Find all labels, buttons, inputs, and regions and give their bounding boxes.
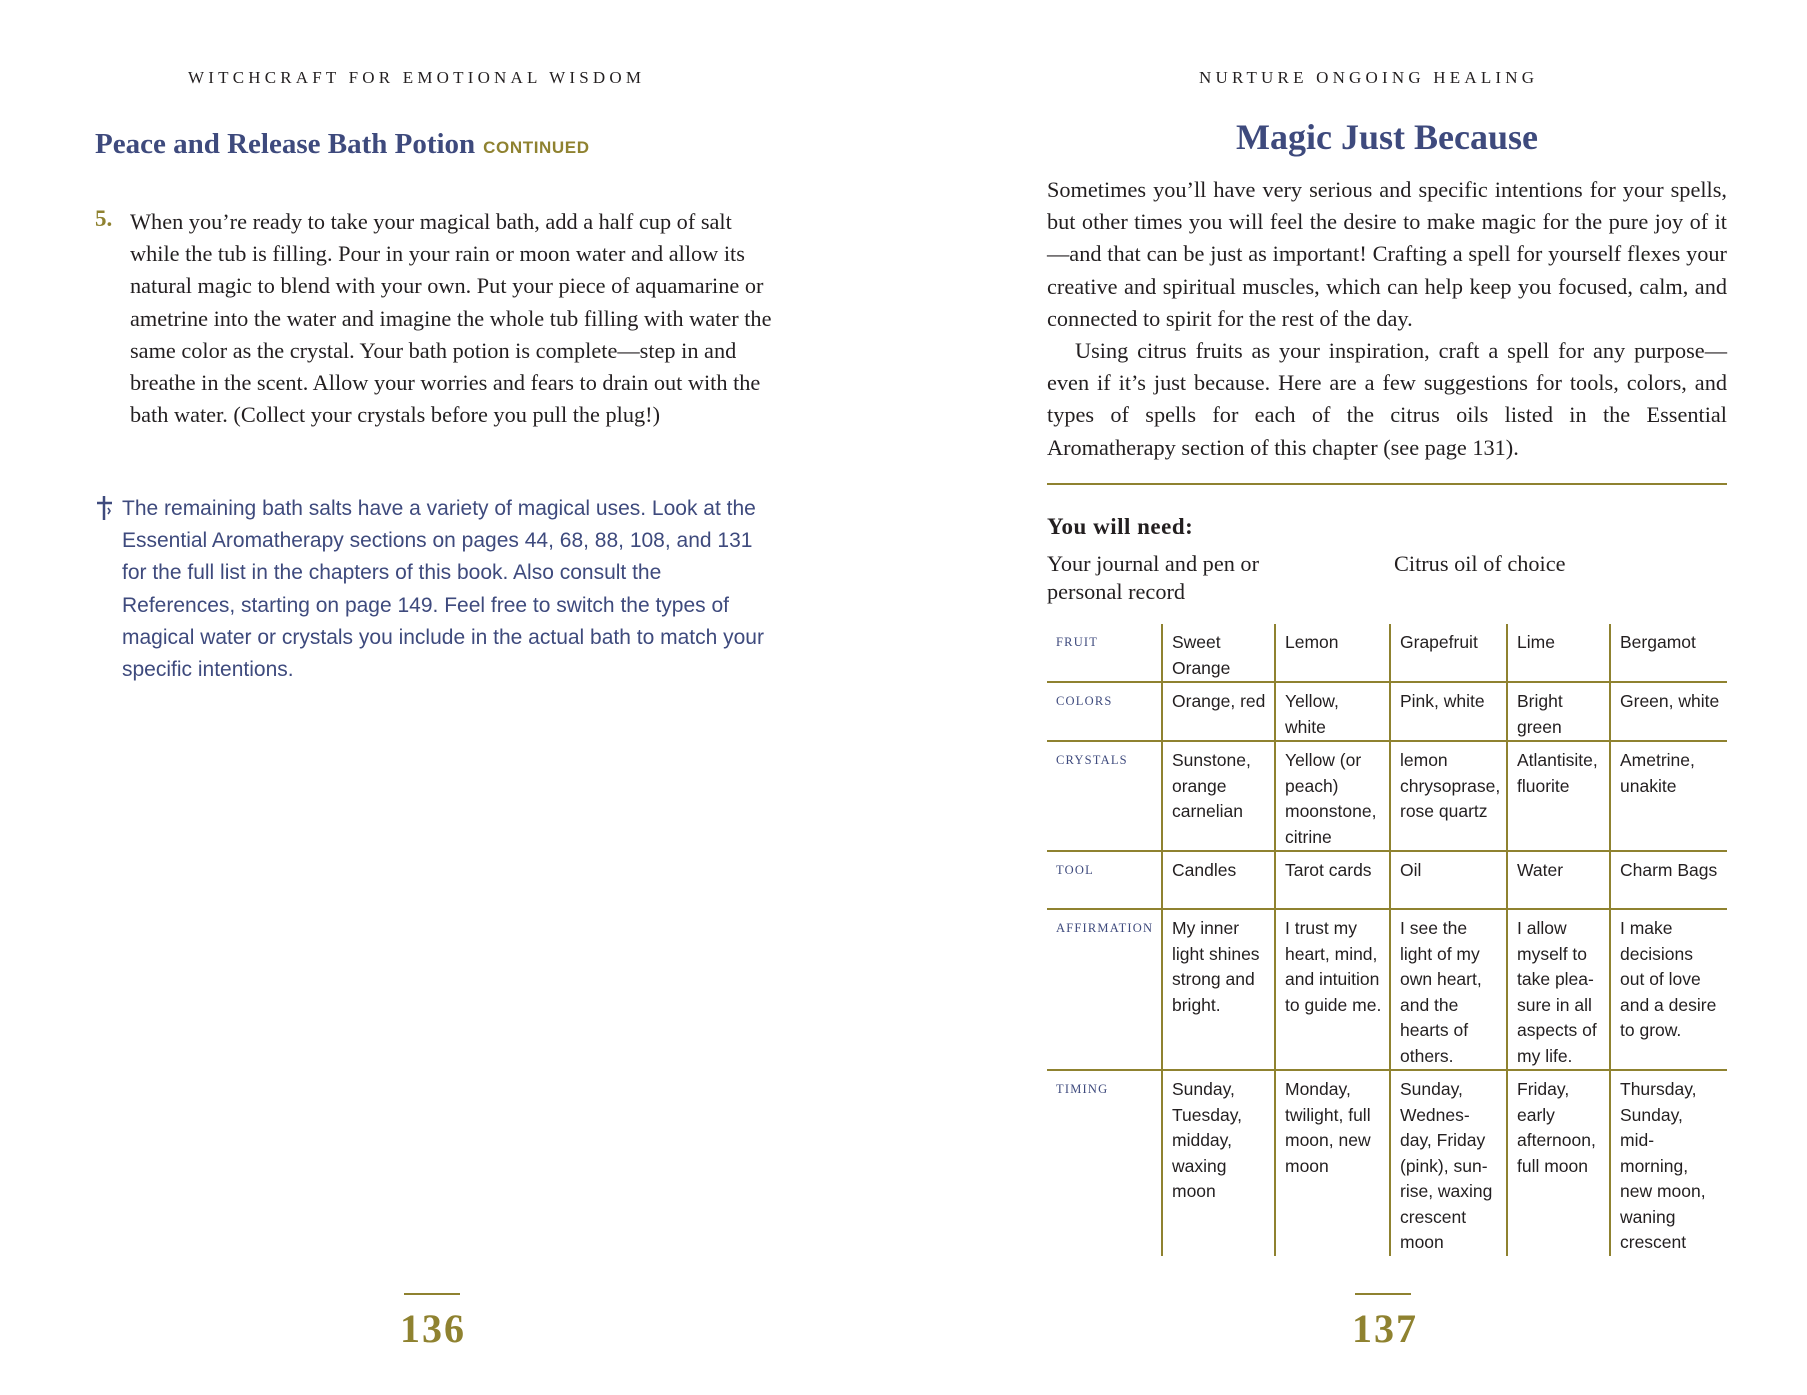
table-row — [1047, 909, 1727, 1070]
table-cell: My inner light shines strong and bright. — [1162, 909, 1275, 1070]
table-cell: Tarot cards — [1275, 851, 1390, 909]
section-title-text: Peace and Release Bath Potion — [95, 128, 476, 160]
table-cell: Sunday, Wednes- day, Friday (pink), sun- rise, waxing crescent moon — [1390, 1070, 1507, 1256]
table-cell: Ametrine, unakite — [1610, 741, 1727, 851]
needs-heading: You will need: — [1047, 514, 1194, 539]
table-row — [1047, 1070, 1727, 1256]
divider-rule — [1047, 483, 1727, 485]
row-label: CRYSTALS — [1056, 753, 1128, 767]
running-head: NURTURE ONGOING HEALING — [1199, 68, 1539, 87]
citrus-table — [1047, 624, 1727, 1256]
table-cell: Yellow, white — [1275, 682, 1390, 741]
row-label: TOOL — [1056, 863, 1094, 877]
table-cell: Atlantisite, fluorite — [1507, 741, 1610, 851]
need-item: Your journal and pen or personal record — [1047, 551, 1260, 604]
step-5 — [95, 206, 775, 431]
table-cell: I trust my heart, mind, and intuition to guide me. — [1275, 909, 1390, 1070]
table-cell: Pink, white — [1390, 682, 1507, 741]
table-cell: lemon chrysoprase, rose quartz — [1390, 741, 1507, 851]
intro-paragraph: Using citrus fruits as your inspiration, craft a spell for any purpose—even if it’s just because. Here are a few suggestions for tools, colors, and types of spells for each of the citrus oils listed in the Essential Aromatherapy section of this chapter (see page 131). — [1047, 338, 1727, 460]
right-page — [903, 0, 1807, 1395]
intro-paragraph: Sometimes you’ll have very serious and specific intentions for your spells, but other times you will feel the desire to make magic for the pure joy of it—and that can be just as important! Crafting a spell for yourself flexes your creative and spiritual muscles, which can help keep you focused, calm, and connected to spirit for the rest of the day. — [1047, 177, 1727, 331]
table-cell: Charm Bags — [1610, 851, 1727, 909]
table-cell: Bright green — [1507, 682, 1610, 741]
table-row — [1047, 624, 1727, 682]
table-cell: I make decisions out of love and a desire to grow. — [1610, 909, 1727, 1070]
left-page — [0, 0, 903, 1395]
table-cell: Friday, early afternoon, full moon — [1507, 1070, 1610, 1256]
running-head: WITCHCRAFT FOR EMOTIONAL WISDOM — [188, 68, 646, 87]
row-label: COLORS — [1056, 694, 1113, 708]
table-cell: Grapefruit — [1390, 624, 1507, 682]
table-cell: Candles — [1162, 851, 1275, 909]
table-cell: Lime — [1507, 624, 1610, 682]
table-row — [1047, 741, 1727, 851]
folio-rule — [404, 1293, 460, 1295]
table-cell: Sunstone, orange carnelian — [1162, 741, 1275, 851]
page-number: 136 — [400, 1306, 466, 1351]
intro-text — [1047, 174, 1727, 464]
table-cell: Oil — [1390, 851, 1507, 909]
continued-label: CONTINUED — [483, 138, 590, 157]
table-cell: Thursday, Sunday, mid- morning, new moon, waning crescent — [1610, 1070, 1727, 1256]
table-cell: I see the light of my own heart, and the hearts of others. — [1390, 909, 1507, 1070]
table-cell: Bergamot — [1610, 624, 1727, 682]
table-cell: Lemon — [1275, 624, 1390, 682]
chapter-section-title: Magic Just Because — [1236, 117, 1538, 157]
step-text: When you’re ready to take your magical bath, add a half cup of salt while the tub is filling. Pour in your rain or moon water and allow its natural magic to blend with your own. Put your piece of aquamarine or ametrine into the water and imagine the whole tub filling with water the same color as the crystal. Your bath potion is complete—step in and breathe in the scent. Allow your worries and fears to drain out with the bath water. (Collect your crystals before you pull the plug!) — [130, 209, 772, 428]
row-label: TIMING — [1056, 1082, 1109, 1096]
sparkle-icon — [95, 495, 115, 521]
table-cell: Yellow (or peach) moonstone, citrine — [1275, 741, 1390, 851]
tip-text: The remaining bath salts have a variety of magical uses. Look at the Essential Aromatherapy sections on pages 44, 68, 88, 108, and 131 for the full list in the chapters of this book. Also consult the References, starting on page 149. Feel free to switch the types of magical water or crystals you include in the actual bath to match your specific intentions. — [122, 497, 764, 682]
folio-rule — [1355, 1293, 1411, 1295]
table-cell: Green, white — [1610, 682, 1727, 741]
table-cell: Water — [1507, 851, 1610, 909]
row-label: FRUIT — [1056, 635, 1099, 649]
section-title — [95, 128, 590, 161]
row-label: AFFIRMATION — [1056, 921, 1154, 935]
table-cell: Sunday, Tuesday, midday, waxing moon — [1162, 1070, 1275, 1256]
need-item: Citrus oil of choice — [1394, 551, 1566, 576]
table-row — [1047, 682, 1727, 741]
table-row — [1047, 851, 1727, 909]
table-cell: Orange, red — [1162, 682, 1275, 741]
table-cell: Monday, twilight, full moon, new moon — [1275, 1070, 1390, 1256]
table-cell: I allow myself to take plea- sure in all aspects of my life. — [1507, 909, 1610, 1070]
page-number: 137 — [1352, 1306, 1418, 1351]
step-number: 5. — [95, 206, 113, 231]
table-cell: Sweet Orange — [1162, 624, 1275, 682]
tip-note — [95, 493, 775, 686]
